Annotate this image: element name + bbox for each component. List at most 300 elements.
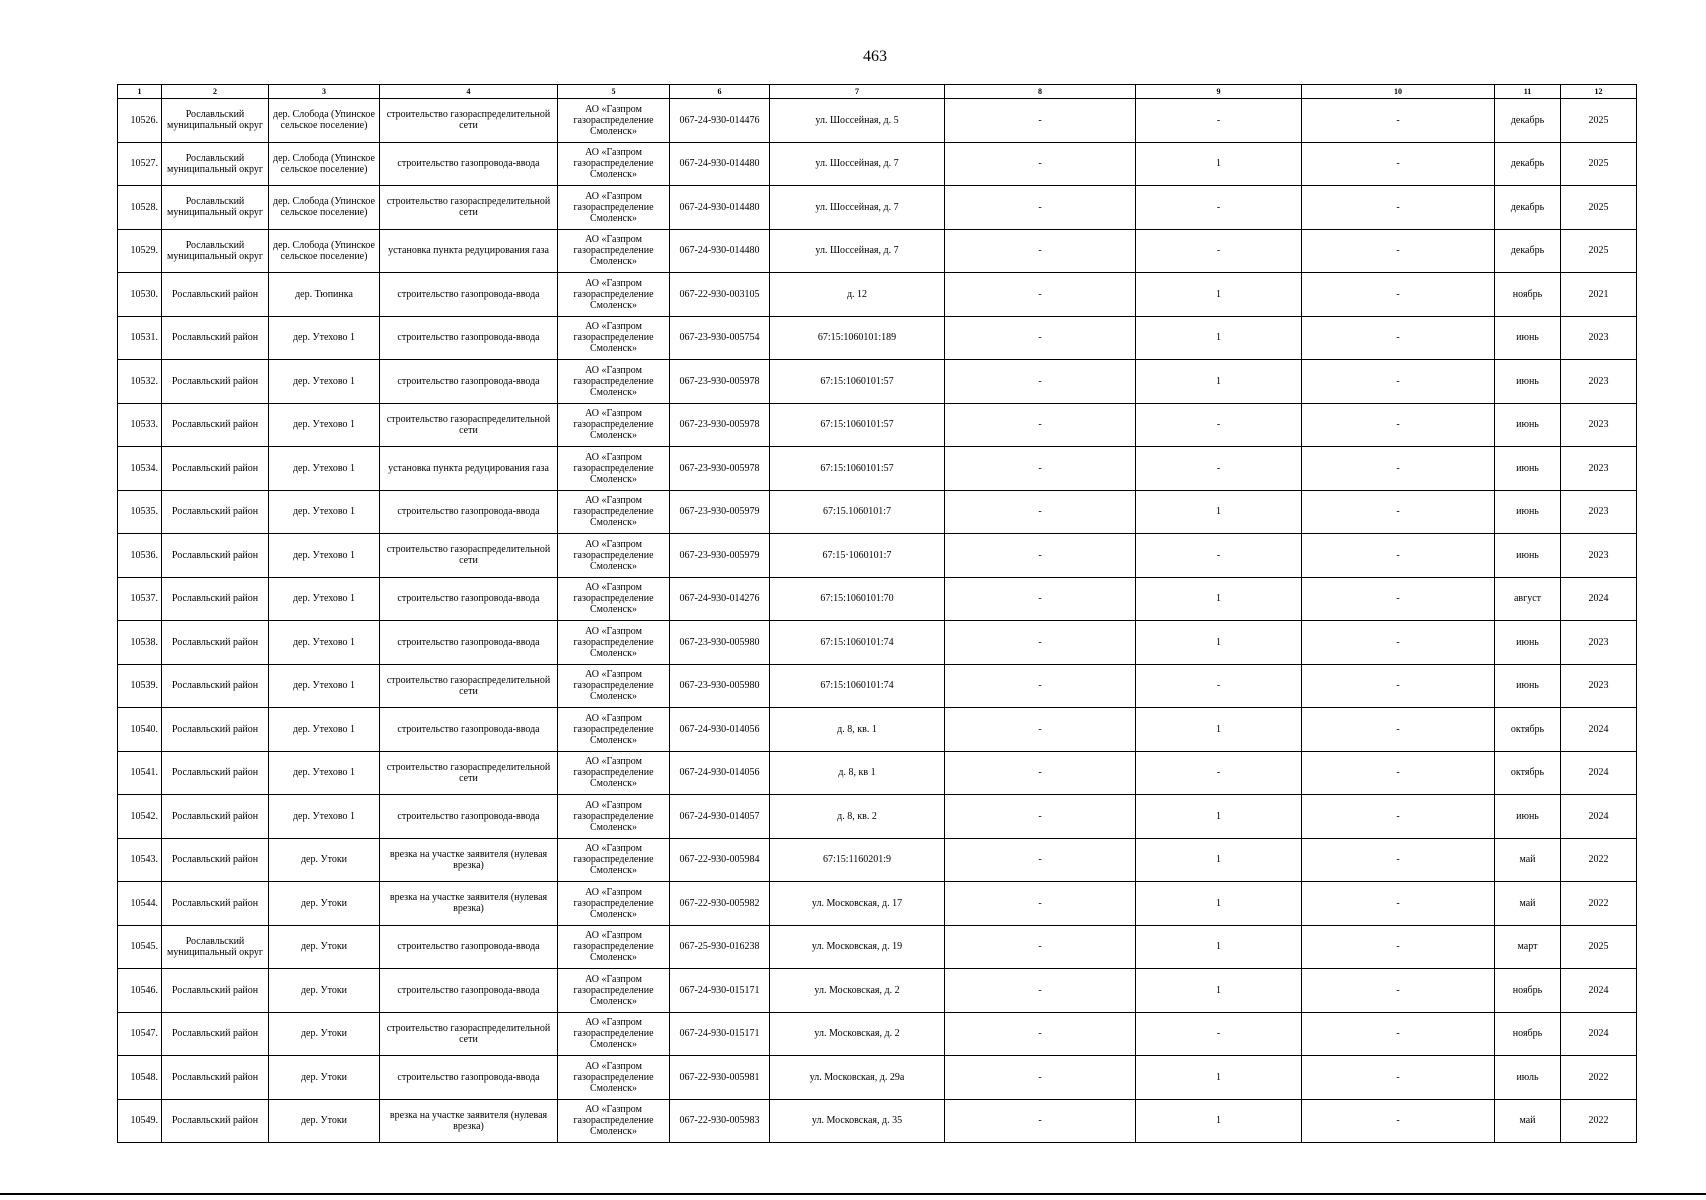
application-number: 067-24-930-014056 — [670, 708, 770, 752]
cell-col-10: - — [1302, 969, 1495, 1013]
settlement: дер. Утехово 1 — [269, 664, 380, 708]
organization: АО «Газпром газораспределение Смоленск» — [558, 360, 670, 404]
municipality: Рославльский муниципальный округ — [162, 99, 269, 143]
table-row — [118, 316, 1637, 360]
cell-col-10: - — [1302, 1056, 1495, 1100]
municipality: Рославльский район — [162, 273, 269, 317]
municipality: Рославльский район — [162, 403, 269, 447]
address: 67:15:1160201:9 — [770, 838, 945, 882]
work-type: строительство газопровода-ввода — [380, 795, 558, 839]
work-type: строительство газопровода-ввода — [380, 708, 558, 752]
organization: АО «Газпром газораспределение Смоленск» — [558, 664, 670, 708]
row-number: 10539. — [118, 664, 162, 708]
cell-col-8: - — [945, 925, 1136, 969]
cell-col-9: 1 — [1136, 142, 1302, 186]
column-header: 9 — [1136, 85, 1302, 99]
year: 2024 — [1561, 795, 1637, 839]
settlement: дер. Утехово 1 — [269, 534, 380, 578]
cell-col-10: - — [1302, 142, 1495, 186]
row-number: 10529. — [118, 229, 162, 273]
cell-col-10: - — [1302, 751, 1495, 795]
work-type: строительство газораспределительной сети — [380, 1012, 558, 1056]
year: 2024 — [1561, 577, 1637, 621]
cell-col-8: - — [945, 403, 1136, 447]
application-number: 067-22-930-005984 — [670, 838, 770, 882]
row-number: 10526. — [118, 99, 162, 143]
year: 2025 — [1561, 925, 1637, 969]
cell-col-10: - — [1302, 229, 1495, 273]
municipality: Рославльский район — [162, 577, 269, 621]
municipality: Рославльский район — [162, 708, 269, 752]
organization: АО «Газпром газораспределение Смоленск» — [558, 447, 670, 491]
settlement: дер. Утоки — [269, 838, 380, 882]
application-number: 067-23-930-005978 — [670, 447, 770, 491]
cell-col-9: - — [1136, 664, 1302, 708]
column-header: 7 — [770, 85, 945, 99]
application-number: 067-24-930-014480 — [670, 142, 770, 186]
month: май — [1495, 1099, 1561, 1143]
cell-col-10: - — [1302, 186, 1495, 230]
bottom-rule — [0, 1193, 1706, 1195]
column-header: 8 — [945, 85, 1136, 99]
application-number: 067-22-930-005983 — [670, 1099, 770, 1143]
cell-col-8: - — [945, 1099, 1136, 1143]
municipality: Рославльский район — [162, 795, 269, 839]
row-number: 10541. — [118, 751, 162, 795]
application-number: 067-23-930-005978 — [670, 403, 770, 447]
work-type: строительство газопровода-ввода — [380, 273, 558, 317]
organization: АО «Газпром газораспределение Смоленск» — [558, 534, 670, 578]
cell-col-8: - — [945, 534, 1136, 578]
application-number: 067-23-930-005979 — [670, 490, 770, 534]
application-number: 067-24-930-014476 — [670, 99, 770, 143]
organization: АО «Газпром газораспределение Смоленск» — [558, 490, 670, 534]
settlement: дер. Утехово 1 — [269, 621, 380, 665]
organization: АО «Газпром газораспределение Смоленск» — [558, 577, 670, 621]
organization: АО «Газпром газораспределение Смоленск» — [558, 99, 670, 143]
row-number: 10535. — [118, 490, 162, 534]
municipality: Рославльский муниципальный округ — [162, 186, 269, 230]
column-header: 11 — [1495, 85, 1561, 99]
year: 2023 — [1561, 534, 1637, 578]
settlement: дер. Утехово 1 — [269, 708, 380, 752]
cell-col-8: - — [945, 447, 1136, 491]
cell-col-8: - — [945, 316, 1136, 360]
application-number: 067-24-930-014480 — [670, 229, 770, 273]
month: ноябрь — [1495, 1012, 1561, 1056]
application-number: 067-24-930-014057 — [670, 795, 770, 839]
work-type: строительство газопровода-ввода — [380, 490, 558, 534]
cell-col-8: - — [945, 751, 1136, 795]
month: октябрь — [1495, 751, 1561, 795]
work-type: врезка на участке заявителя (нулевая врезка) — [380, 882, 558, 926]
row-number: 10531. — [118, 316, 162, 360]
application-number: 067-24-930-015171 — [670, 1012, 770, 1056]
year: 2025 — [1561, 186, 1637, 230]
month: декабрь — [1495, 229, 1561, 273]
organization: АО «Газпром газораспределение Смоленск» — [558, 925, 670, 969]
settlement: дер. Утехово 1 — [269, 447, 380, 491]
settlement: дер. Слобода (Упинское сельское поселение) — [269, 229, 380, 273]
cell-col-9: 1 — [1136, 490, 1302, 534]
organization: АО «Газпром газораспределение Смоленск» — [558, 186, 670, 230]
year: 2023 — [1561, 447, 1637, 491]
month: июнь — [1495, 795, 1561, 839]
municipality: Рославльский район — [162, 621, 269, 665]
month: декабрь — [1495, 99, 1561, 143]
month: июнь — [1495, 316, 1561, 360]
municipality: Рославльский район — [162, 360, 269, 404]
table-row — [118, 403, 1637, 447]
table-row — [118, 534, 1637, 578]
settlement: дер. Утехово 1 — [269, 316, 380, 360]
organization: АО «Газпром газораспределение Смоленск» — [558, 273, 670, 317]
row-number: 10547. — [118, 1012, 162, 1056]
cell-col-8: - — [945, 142, 1136, 186]
address: ул. Шоссейная, д. 5 — [770, 99, 945, 143]
column-header-row — [118, 85, 1637, 99]
month: июнь — [1495, 534, 1561, 578]
cell-col-8: - — [945, 621, 1136, 665]
cell-col-10: - — [1302, 490, 1495, 534]
municipality: Рославльский муниципальный округ — [162, 142, 269, 186]
year: 2024 — [1561, 1012, 1637, 1056]
address: ул. Московская, д. 19 — [770, 925, 945, 969]
address: 67:15·1060101:7 — [770, 534, 945, 578]
municipality: Рославльский район — [162, 447, 269, 491]
month: декабрь — [1495, 186, 1561, 230]
municipality: Рославльский муниципальный округ — [162, 925, 269, 969]
year: 2023 — [1561, 490, 1637, 534]
cell-col-8: - — [945, 969, 1136, 1013]
application-number: 067-23-930-005980 — [670, 664, 770, 708]
settlement: дер. Утоки — [269, 1099, 380, 1143]
organization: АО «Газпром газораспределение Смоленск» — [558, 1012, 670, 1056]
cell-col-10: - — [1302, 925, 1495, 969]
municipality: Рославльский район — [162, 751, 269, 795]
organization: АО «Газпром газораспределение Смоленск» — [558, 142, 670, 186]
cell-col-10: - — [1302, 882, 1495, 926]
work-type: строительство газопровода-ввода — [380, 316, 558, 360]
cell-col-9: - — [1136, 534, 1302, 578]
application-number: 067-24-930-014056 — [670, 751, 770, 795]
month: июнь — [1495, 360, 1561, 404]
column-header: 6 — [670, 85, 770, 99]
table-row — [118, 490, 1637, 534]
table-row — [118, 795, 1637, 839]
cell-col-9: 1 — [1136, 838, 1302, 882]
cell-col-9: - — [1136, 99, 1302, 143]
cell-col-8: - — [945, 708, 1136, 752]
address: 67:15:1060101:74 — [770, 621, 945, 665]
table-row — [118, 969, 1637, 1013]
year: 2023 — [1561, 403, 1637, 447]
cell-col-8: - — [945, 577, 1136, 621]
row-number: 10543. — [118, 838, 162, 882]
address: д. 8, кв 1 — [770, 751, 945, 795]
settlement: дер. Утоки — [269, 969, 380, 1013]
organization: АО «Газпром газораспределение Смоленск» — [558, 1056, 670, 1100]
settlement: дер. Слобода (Упинское сельское поселение) — [269, 142, 380, 186]
application-number: 067-24-930-014480 — [670, 186, 770, 230]
work-type: врезка на участке заявителя (нулевая врезка) — [380, 1099, 558, 1143]
work-type: строительство газопровода-ввода — [380, 621, 558, 665]
application-number: 067-23-930-005754 — [670, 316, 770, 360]
municipality: Рославльский район — [162, 534, 269, 578]
organization: АО «Газпром газораспределение Смоленск» — [558, 838, 670, 882]
cell-col-8: - — [945, 882, 1136, 926]
organization: АО «Газпром газораспределение Смоленск» — [558, 229, 670, 273]
settlement: дер. Утехово 1 — [269, 403, 380, 447]
municipality: Рославльский район — [162, 882, 269, 926]
row-number: 10545. — [118, 925, 162, 969]
row-number: 10537. — [118, 577, 162, 621]
settlement: дер. Тюпинка — [269, 273, 380, 317]
settlement: дер. Утоки — [269, 1056, 380, 1100]
row-number: 10549. — [118, 1099, 162, 1143]
settlement: дер. Утоки — [269, 925, 380, 969]
month: май — [1495, 882, 1561, 926]
application-number: 067-22-930-003105 — [670, 273, 770, 317]
cell-col-9: 1 — [1136, 273, 1302, 317]
work-type: строительство газопровода-ввода — [380, 577, 558, 621]
cell-col-9: - — [1136, 751, 1302, 795]
address: 67:15:1060101:57 — [770, 360, 945, 404]
municipality: Рославльский район — [162, 664, 269, 708]
application-number: 067-24-930-014276 — [670, 577, 770, 621]
cell-col-9: 1 — [1136, 577, 1302, 621]
table-row — [118, 142, 1637, 186]
municipality: Рославльский район — [162, 1056, 269, 1100]
month: июнь — [1495, 621, 1561, 665]
address: ул. Московская, д. 35 — [770, 1099, 945, 1143]
municipality: Рославльский район — [162, 316, 269, 360]
settlement: дер. Утехово 1 — [269, 795, 380, 839]
table-row — [118, 1056, 1637, 1100]
work-type: строительство газораспределительной сети — [380, 186, 558, 230]
municipality: Рославльский район — [162, 838, 269, 882]
row-number: 10527. — [118, 142, 162, 186]
month: март — [1495, 925, 1561, 969]
table-row — [118, 186, 1637, 230]
table-row — [118, 273, 1637, 317]
table-row — [118, 838, 1637, 882]
cell-col-10: - — [1302, 664, 1495, 708]
cell-col-9: - — [1136, 186, 1302, 230]
year: 2025 — [1561, 142, 1637, 186]
row-number: 10548. — [118, 1056, 162, 1100]
organization: АО «Газпром газораспределение Смоленск» — [558, 403, 670, 447]
table-row — [118, 577, 1637, 621]
table-row — [118, 360, 1637, 404]
organization: АО «Газпром газораспределение Смоленск» — [558, 882, 670, 926]
settlement: дер. Утехово 1 — [269, 577, 380, 621]
settlement: дер. Слобода (Упинское сельское поселение) — [269, 186, 380, 230]
month: июнь — [1495, 447, 1561, 491]
cell-col-9: 1 — [1136, 795, 1302, 839]
year: 2022 — [1561, 838, 1637, 882]
table-row — [118, 708, 1637, 752]
year: 2021 — [1561, 273, 1637, 317]
row-number: 10534. — [118, 447, 162, 491]
work-type: установка пункта редуцирования газа — [380, 447, 558, 491]
cell-col-10: - — [1302, 577, 1495, 621]
month: май — [1495, 838, 1561, 882]
settlement: дер. Утехово 1 — [269, 360, 380, 404]
year: 2023 — [1561, 621, 1637, 665]
year: 2023 — [1561, 664, 1637, 708]
cell-col-8: - — [945, 1056, 1136, 1100]
work-type: строительство газораспределительной сети — [380, 664, 558, 708]
table-row — [118, 925, 1637, 969]
address: 67:15.1060101:7 — [770, 490, 945, 534]
organization: АО «Газпром газораспределение Смоленск» — [558, 1099, 670, 1143]
year: 2023 — [1561, 360, 1637, 404]
table-row — [118, 664, 1637, 708]
column-header: 5 — [558, 85, 670, 99]
row-number: 10542. — [118, 795, 162, 839]
cell-col-9: 1 — [1136, 969, 1302, 1013]
cell-col-9: 1 — [1136, 925, 1302, 969]
work-type: строительство газопровода-ввода — [380, 360, 558, 404]
cell-col-8: - — [945, 1012, 1136, 1056]
row-number: 10538. — [118, 621, 162, 665]
cell-col-10: - — [1302, 1012, 1495, 1056]
address: 67:15:1060101:74 — [770, 664, 945, 708]
address: ул. Московская, д. 17 — [770, 882, 945, 926]
address: ул. Шоссейная, д. 7 — [770, 229, 945, 273]
cell-col-8: - — [945, 664, 1136, 708]
cell-col-8: - — [945, 795, 1136, 839]
row-number: 10530. — [118, 273, 162, 317]
application-number: 067-25-930-016238 — [670, 925, 770, 969]
settlement: дер. Утехово 1 — [269, 490, 380, 534]
gasification-register-table — [117, 84, 1637, 1143]
month: декабрь — [1495, 142, 1561, 186]
settlement: дер. Утехово 1 — [269, 751, 380, 795]
application-number: 067-23-930-005980 — [670, 621, 770, 665]
year: 2024 — [1561, 708, 1637, 752]
address: ул. Шоссейная, д. 7 — [770, 186, 945, 230]
cell-col-8: - — [945, 229, 1136, 273]
work-type: строительство газораспределительной сети — [380, 751, 558, 795]
row-number: 10533. — [118, 403, 162, 447]
organization: АО «Газпром газораспределение Смоленск» — [558, 751, 670, 795]
address: д. 12 — [770, 273, 945, 317]
month: ноябрь — [1495, 969, 1561, 1013]
address: д. 8, кв. 1 — [770, 708, 945, 752]
work-type: строительство газопровода-ввода — [380, 925, 558, 969]
cell-col-10: - — [1302, 1099, 1495, 1143]
column-header: 12 — [1561, 85, 1637, 99]
month: июль — [1495, 1056, 1561, 1100]
column-header: 10 — [1302, 85, 1495, 99]
row-number: 10532. — [118, 360, 162, 404]
cell-col-9: 1 — [1136, 708, 1302, 752]
table-row — [118, 99, 1637, 143]
address: ул. Шоссейная, д. 7 — [770, 142, 945, 186]
year: 2025 — [1561, 229, 1637, 273]
address: 67:15:1060101:70 — [770, 577, 945, 621]
address: ул. Московская, д. 2 — [770, 969, 945, 1013]
month: ноябрь — [1495, 273, 1561, 317]
work-type: врезка на участке заявителя (нулевая врезка) — [380, 838, 558, 882]
work-type: строительство газораспределительной сети — [380, 534, 558, 578]
municipality: Рославльский район — [162, 1012, 269, 1056]
cell-col-9: 1 — [1136, 316, 1302, 360]
year: 2025 — [1561, 99, 1637, 143]
organization: АО «Газпром газораспределение Смоленск» — [558, 795, 670, 839]
month: август — [1495, 577, 1561, 621]
column-header: 2 — [162, 85, 269, 99]
organization: АО «Газпром газораспределение Смоленск» — [558, 969, 670, 1013]
cell-col-10: - — [1302, 403, 1495, 447]
cell-col-10: - — [1302, 534, 1495, 578]
cell-col-10: - — [1302, 273, 1495, 317]
address: 67:15:1060101:189 — [770, 316, 945, 360]
municipality: Рославльский район — [162, 1099, 269, 1143]
table-body — [118, 99, 1637, 1143]
table-row — [118, 751, 1637, 795]
month: июнь — [1495, 664, 1561, 708]
work-type: строительство газопровода-ввода — [380, 142, 558, 186]
address: ул. Московская, д. 2 — [770, 1012, 945, 1056]
cell-col-10: - — [1302, 708, 1495, 752]
municipality: Рославльский муниципальный округ — [162, 229, 269, 273]
cell-col-9: - — [1136, 1012, 1302, 1056]
settlement: дер. Утоки — [269, 882, 380, 926]
address: д. 8, кв. 2 — [770, 795, 945, 839]
cell-col-10: - — [1302, 360, 1495, 404]
cell-col-10: - — [1302, 447, 1495, 491]
address: ул. Московская, д. 29а — [770, 1056, 945, 1100]
organization: АО «Газпром газораспределение Смоленск» — [558, 708, 670, 752]
address: 67:15:1060101:57 — [770, 447, 945, 491]
cell-col-9: 1 — [1136, 360, 1302, 404]
column-header: 3 — [269, 85, 380, 99]
row-number: 10544. — [118, 882, 162, 926]
table-row — [118, 447, 1637, 491]
column-header: 4 — [380, 85, 558, 99]
organization: АО «Газпром газораспределение Смоленск» — [558, 316, 670, 360]
row-number: 10546. — [118, 969, 162, 1013]
cell-col-10: - — [1302, 99, 1495, 143]
address: 67:15:1060101:57 — [770, 403, 945, 447]
cell-col-10: - — [1302, 795, 1495, 839]
month: июнь — [1495, 403, 1561, 447]
organization: АО «Газпром газораспределение Смоленск» — [558, 621, 670, 665]
municipality: Рославльский район — [162, 490, 269, 534]
cell-col-9: - — [1136, 447, 1302, 491]
row-number: 10528. — [118, 186, 162, 230]
cell-col-9: - — [1136, 403, 1302, 447]
year: 2022 — [1561, 882, 1637, 926]
application-number: 067-22-930-005981 — [670, 1056, 770, 1100]
cell-col-8: - — [945, 99, 1136, 143]
municipality: Рославльский район — [162, 969, 269, 1013]
cell-col-8: - — [945, 490, 1136, 534]
year: 2022 — [1561, 1099, 1637, 1143]
cell-col-10: - — [1302, 621, 1495, 665]
application-number: 067-22-930-005982 — [670, 882, 770, 926]
settlement: дер. Слобода (Упинское сельское поселение) — [269, 99, 380, 143]
work-type: установка пункта редуцирования газа — [380, 229, 558, 273]
application-number: 067-23-930-005979 — [670, 534, 770, 578]
work-type: строительство газораспределительной сети — [380, 403, 558, 447]
cell-col-9: 1 — [1136, 621, 1302, 665]
table-row — [118, 621, 1637, 665]
table-row — [118, 1012, 1637, 1056]
